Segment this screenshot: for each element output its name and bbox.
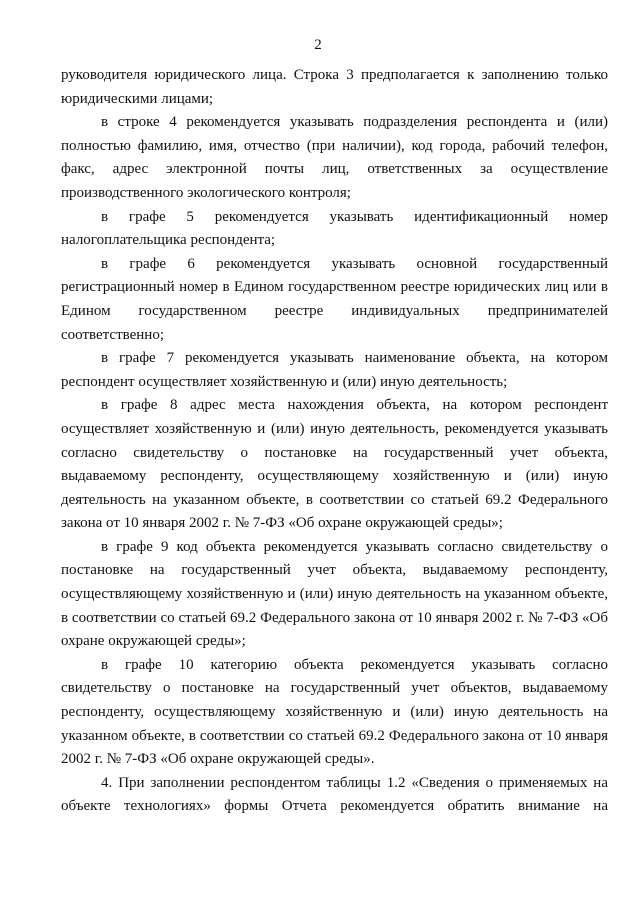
paragraph-5: в графе 7 рекомендуется указывать наименование объекта, на котором респондент осуществляет хозяйственную и (или) иную деятельность; [61,350,608,390]
paragraph-8: в графе 10 категорию объекта рекомендуется указывать согласно свидетельству о постановке на государственный учет объектов, выдаваемому респонденту, осуществляющему хозяйственную и (или) иную деятельность на указанном объекте, в соответствии со статьей 69.2 Федерального закона от 10 января 2002 г. № 7-ФЗ «Об охране окружающей среды». [61,656,608,768]
paragraph-1: руководителя юридического лица. Строка 3 предполагается к заполнению только юридическими лицами; [61,67,608,107]
document-body [61,64,608,819]
paragraph-6: в графе 8 адрес места нахождения объекта, на котором респондент осуществляет хозяйственную и (или) иную деятельность, рекомендуется указывать согласно свидетельству о постановке на государственный учет объекта, выдаваемому респонденту, осуществляющему хозяйственную и (или) иную деятельность на указанном объекте, в соответствии со статьей 69.2 Федерального закона от 10 января 2002 г. № 7-ФЗ «Об охране окружающей среды»; [61,397,608,532]
paragraph-2: в строке 4 рекомендуется указывать подразделения респондента и (или) полностью фамилию, имя, отчество (при наличии), код города, рабочий телефон, факс, адрес электронной почты лиц, ответственных за осуществление производственного экологического контроля; [61,114,608,201]
paragraph-3: в графе 5 рекомендуется указывать идентификационный номер налогоплательщика респондента; [61,208,608,249]
paragraph-7: в графе 9 код объекта рекомендуется указывать согласно свидетельству о постановке на государственный учет объекта, выдаваемому респонденту, осуществляющему хозяйственную и (или) иную деятельность на указанном объекте, в соответствии со статьей 69.2 Федерального закона от 10 января 2002 г. № 7-ФЗ «Об охране окружающей среды»; [61,538,608,650]
paragraph-9: 4. При заполнении респондентом таблицы 1.2 «Сведения о применяемых на объекте технологиях» формы Отчета рекомендуется обратить внимание на [61,774,608,815]
page-number: 2 [314,37,322,53]
paragraph-4: в графе 6 рекомендуется указывать основной государственный регистрационный номер в Едином государственном реестре юридических лиц или в Едином государственном реестре индивидуальных предпринимателей соответственно; [61,255,608,343]
